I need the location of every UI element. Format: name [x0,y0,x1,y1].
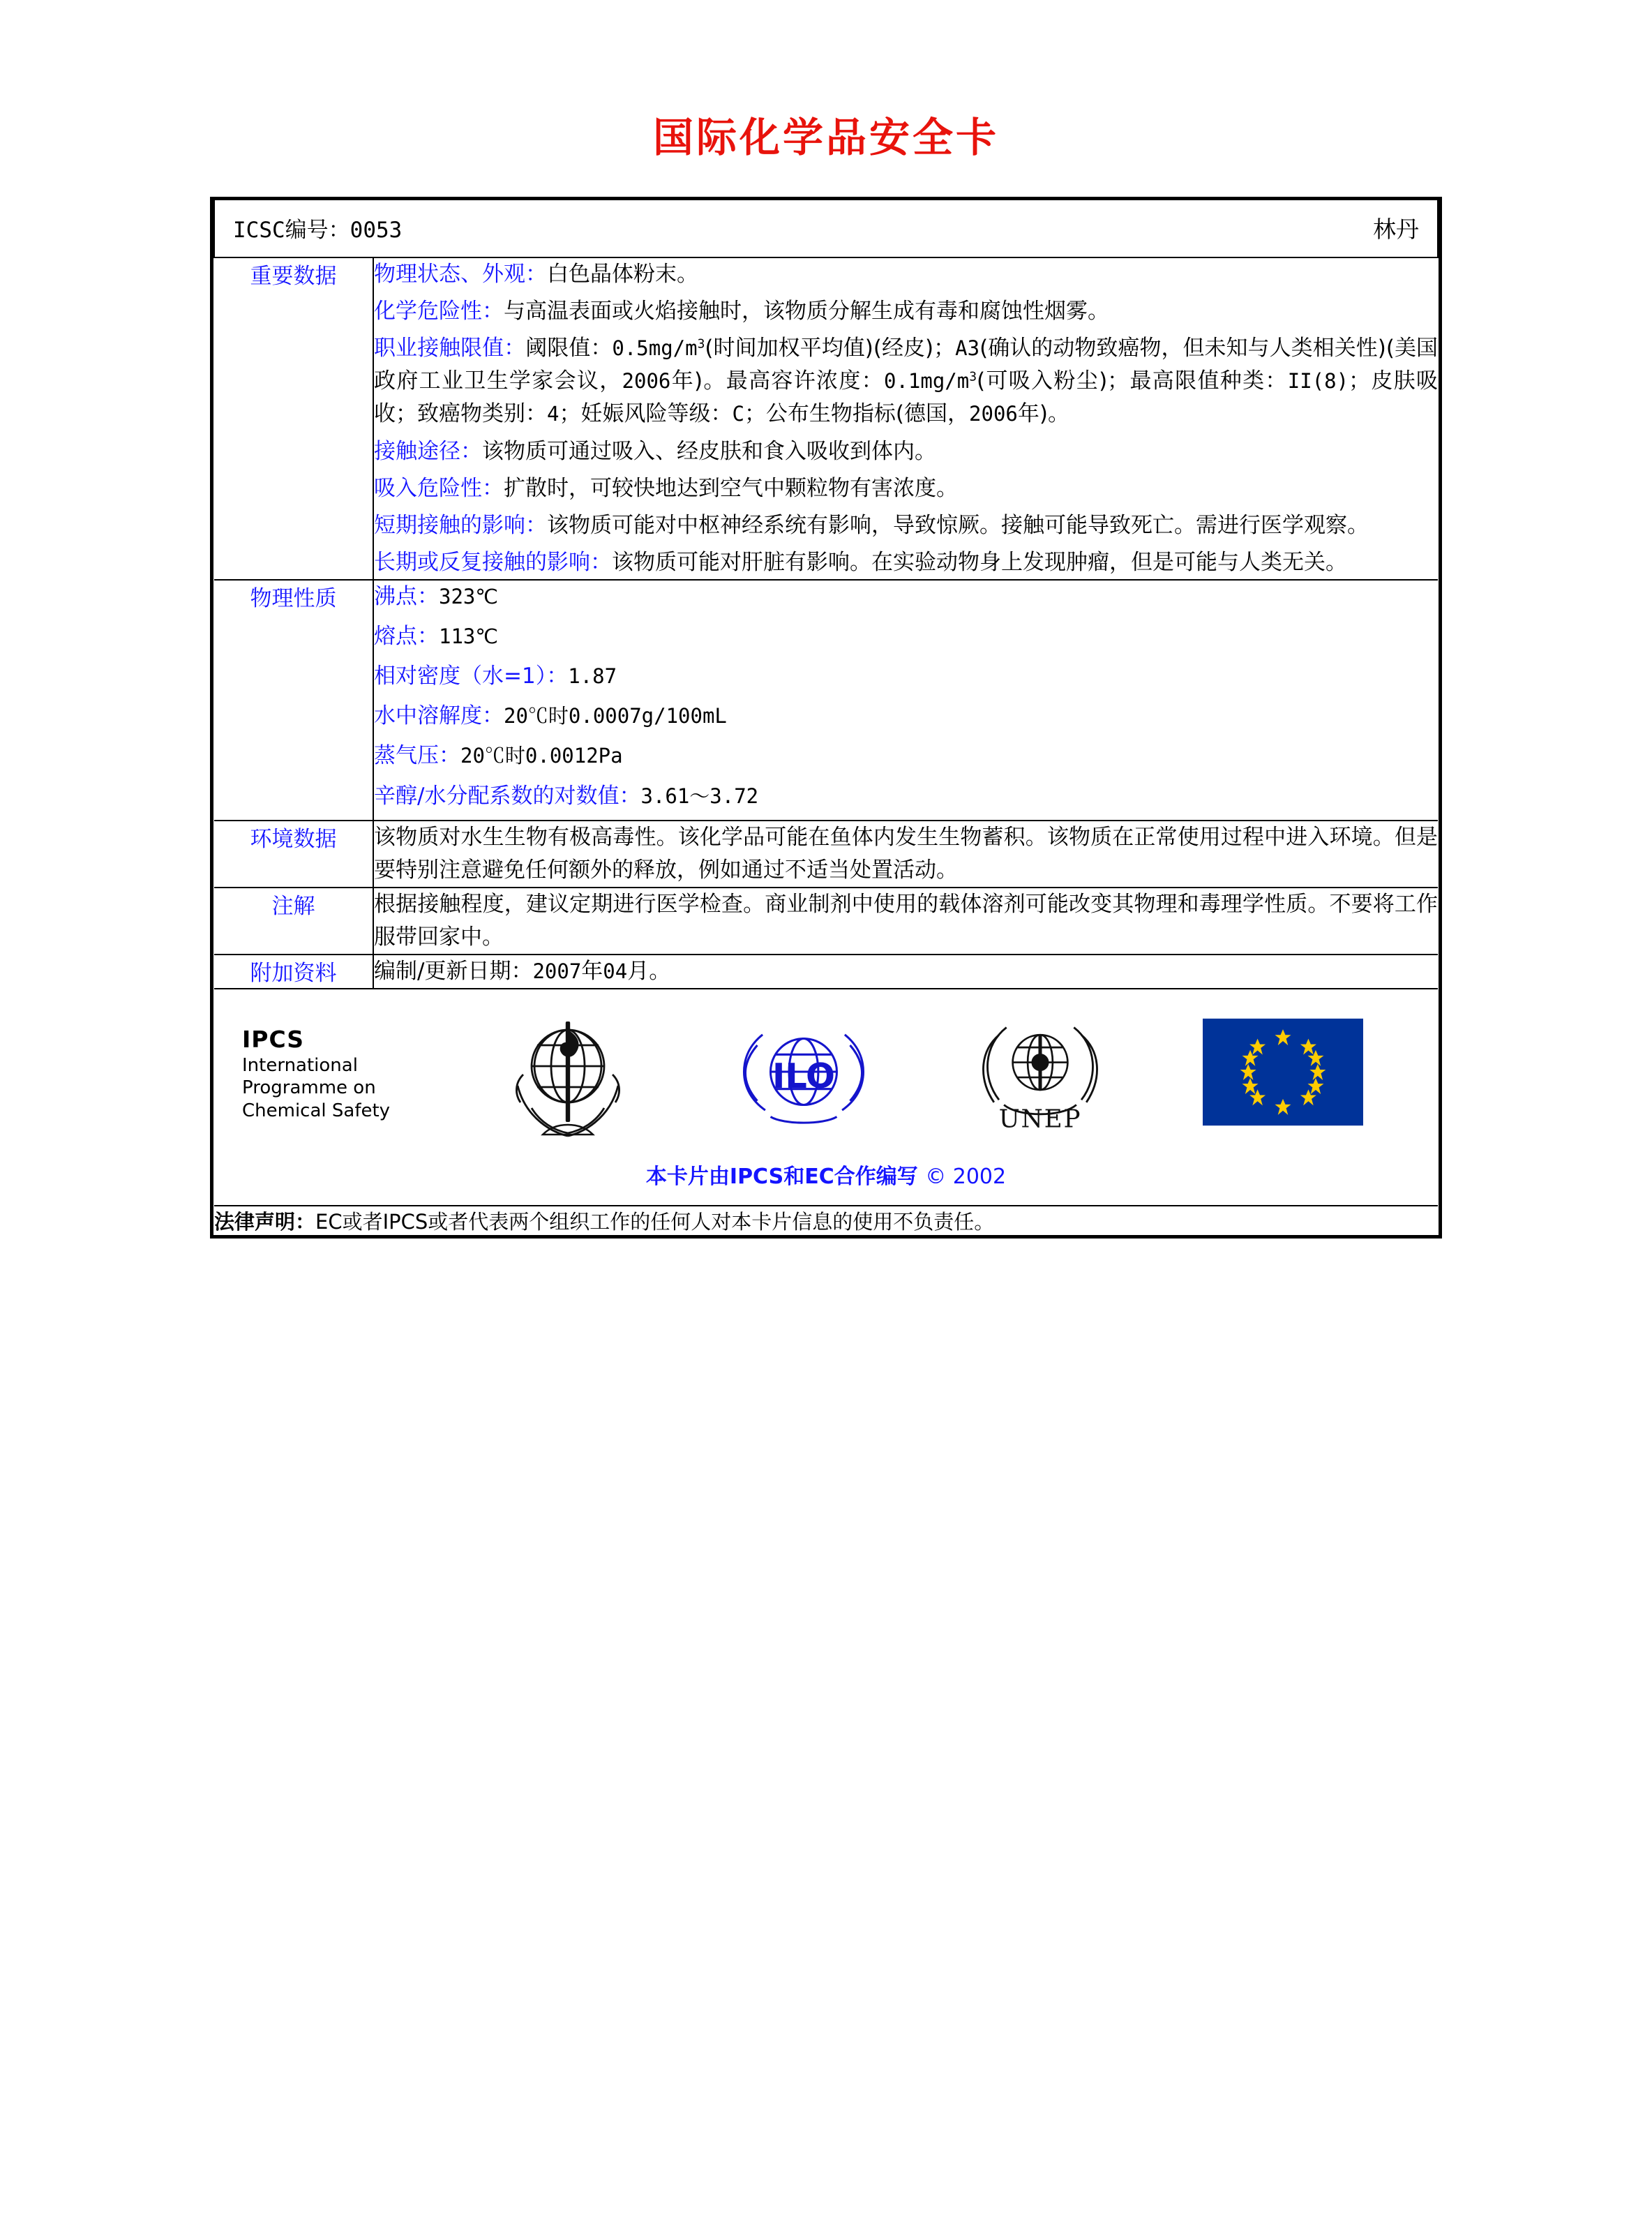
entry-key: 物理状态、外观： [374,262,547,287]
credit-copyright: © 2002 [925,1165,1007,1190]
entry-short-term-effects [374,509,1438,542]
footer-logos-cell [214,989,1438,1206]
card-header-row [214,200,1438,257]
entry-value: 3.61～3.72 [640,784,759,808]
unep-logo [970,1012,1110,1135]
legal-text: EC或者IPCS或者代表两个组织工作的任何人对本卡片信息的使用不负责任。 [315,1210,995,1234]
section-body-important-data [373,257,1438,580]
entry-value-formatted: 阈限值：$0.5mg/m^3$(时间加权平均值)(经皮)；A3(确认的动物致癌物，但未知与人类相关性)(美国政府工业卫生学家会议，2006年)。最高容许浓度：$0.1mg/m^3$(可吸入粉尘)；最高限值种类：II(8)；皮肤吸收；致癌物类别：4；妊娠风险等级：C；公布生物指标(德国，2006年)。 [374,336,1439,427]
legal-notice [214,1206,1438,1235]
entry-water-solubility [374,700,1438,733]
who-emblem-icon [498,1002,638,1142]
unep-emblem-icon [970,1012,1110,1131]
section-body-additional-info [373,955,1438,989]
entry-key: 化学危险性： [374,299,504,324]
entry-key: 短期接触的影响： [374,512,547,538]
entry-key: 接触途径： [374,438,482,464]
entry-value: 1.87 [568,664,617,689]
entry-value: 该物质可通过吸入、经皮肤和食入吸收到体内。 [482,438,936,464]
entry-value: 白色晶体粉末。 [547,262,698,287]
legal-cell [214,1206,1438,1235]
section-row-additional-info [214,955,1438,989]
ilo-logo [730,1005,877,1142]
svg-text:UNEP: UNEP [998,1105,1082,1132]
section-label-additional-info: 附加资料 [214,955,373,989]
svg-text:ILO: ILO [772,1055,836,1096]
entry-key: 长期或反复接触的影响： [374,549,612,575]
section-row-environmental-data [214,821,1438,888]
entry-notes: 根据接触程度，建议定期进行医学检查。商业制剂中使用的载体溶剂可能改变其物理和毒理学性质。不要将工作服带回家中。 [374,891,1438,950]
ipcs-name-line1: International [242,1054,358,1076]
entry-chemical-hazards [374,295,1438,328]
eu-logo [1203,1018,1363,1130]
section-label-physical-properties: 物理性质 [214,580,373,821]
entry-key: 水中溶解度： [374,703,504,729]
entry-key: 沸点： [374,583,439,609]
section-label-environmental-data: 环境数据 [214,821,373,888]
entry-additional-info: 编制/更新日期：2007年04月。 [374,959,671,985]
credit-text: 本卡片由IPCS和EC合作编写 [645,1165,918,1190]
ipcs-abbr: IPCS [242,1026,305,1054]
who-logo [498,1002,638,1145]
entry-relative-density [374,660,1438,693]
ipcs-wordmark [242,1025,451,1122]
icsc-number-value: 0053 [350,218,403,243]
section-body-notes [373,888,1438,955]
entry-value: 扩散时，可较快地达到空气中颗粒物有害浓度。 [504,475,958,501]
section-label-important-data: 重要数据 [214,257,373,580]
footer-logos-row [214,989,1438,1206]
entry-key: 熔点： [374,624,439,650]
legal-row [214,1206,1438,1235]
ipcs-name-line2: Programme on [242,1077,376,1099]
credit-line [214,1149,1438,1205]
page [0,105,1652,1336]
bottom-spacer [0,1239,1652,1336]
entry-vapour-pressure [374,740,1438,772]
entry-environmental-data: 该物质对水生生物有极高毒性。该化学品可能在鱼体内发生生物蓄积。该物质在正常使用过程中进入环境。但是要特别注意避免任何额外的释放，例如通过不适当处置活动。 [374,824,1438,883]
entry-routes-of-exposure [374,435,1438,468]
entry-value: 20℃时0.0012Pa [460,744,623,768]
section-body-physical-properties [373,580,1438,821]
entry-value: 该物质可能对肝脏有影响。在实验动物身上发现肿瘤，但是可能与人类无关。 [612,549,1347,575]
eu-flag-icon [1203,1018,1363,1126]
section-row-physical-properties [214,580,1438,821]
entry-key: 吸入危险性： [374,475,504,501]
entry-inhalation-risk [374,472,1438,505]
entry-long-term-effects [374,546,1438,579]
icsc-table [213,200,1439,1235]
entry-value: 323℃ [439,584,498,608]
ipcs-name-line3: Chemical Safety [242,1100,391,1121]
section-label-notes: 注解 [214,888,373,955]
entry-value: 与高温表面或火焰接触时，该物质分解生成有毒和腐蚀性烟雾。 [504,299,1109,324]
entry-value: 20℃时0.0007g/100mL [504,704,727,728]
page-title: 国际化学品安全卡 [652,114,999,161]
entry-value: 113℃ [439,624,498,649]
section-row-important-data [214,257,1438,580]
ilo-emblem-icon [730,1005,877,1138]
legal-label: 法律声明： [214,1210,316,1234]
entry-octanol-water-coefficient [374,780,1438,813]
icsc-card [210,197,1442,1239]
entry-boiling-point [374,581,1438,613]
entry-key: 职业接触限值： [374,336,526,361]
entry-physical-state [374,258,1438,291]
entry-key: 蒸气压： [374,743,460,769]
entry-value: 该物质可能对中枢神经系统有影响，导致惊厥。接触可能导致死亡。需进行医学观察。 [547,512,1369,538]
entry-melting-point [374,620,1438,653]
entry-key: 相对密度（水=1）： [374,664,569,689]
entry-occupational-exposure-limits [374,332,1438,431]
section-row-notes [214,888,1438,955]
substance-name: 林丹 [1373,216,1419,243]
icsc-number-label: ICSC编号： [233,218,350,243]
section-body-environmental-data [373,821,1438,888]
entry-key: 辛醇/水分配系数的对数值： [374,783,641,809]
icsc-number-group [233,212,402,244]
